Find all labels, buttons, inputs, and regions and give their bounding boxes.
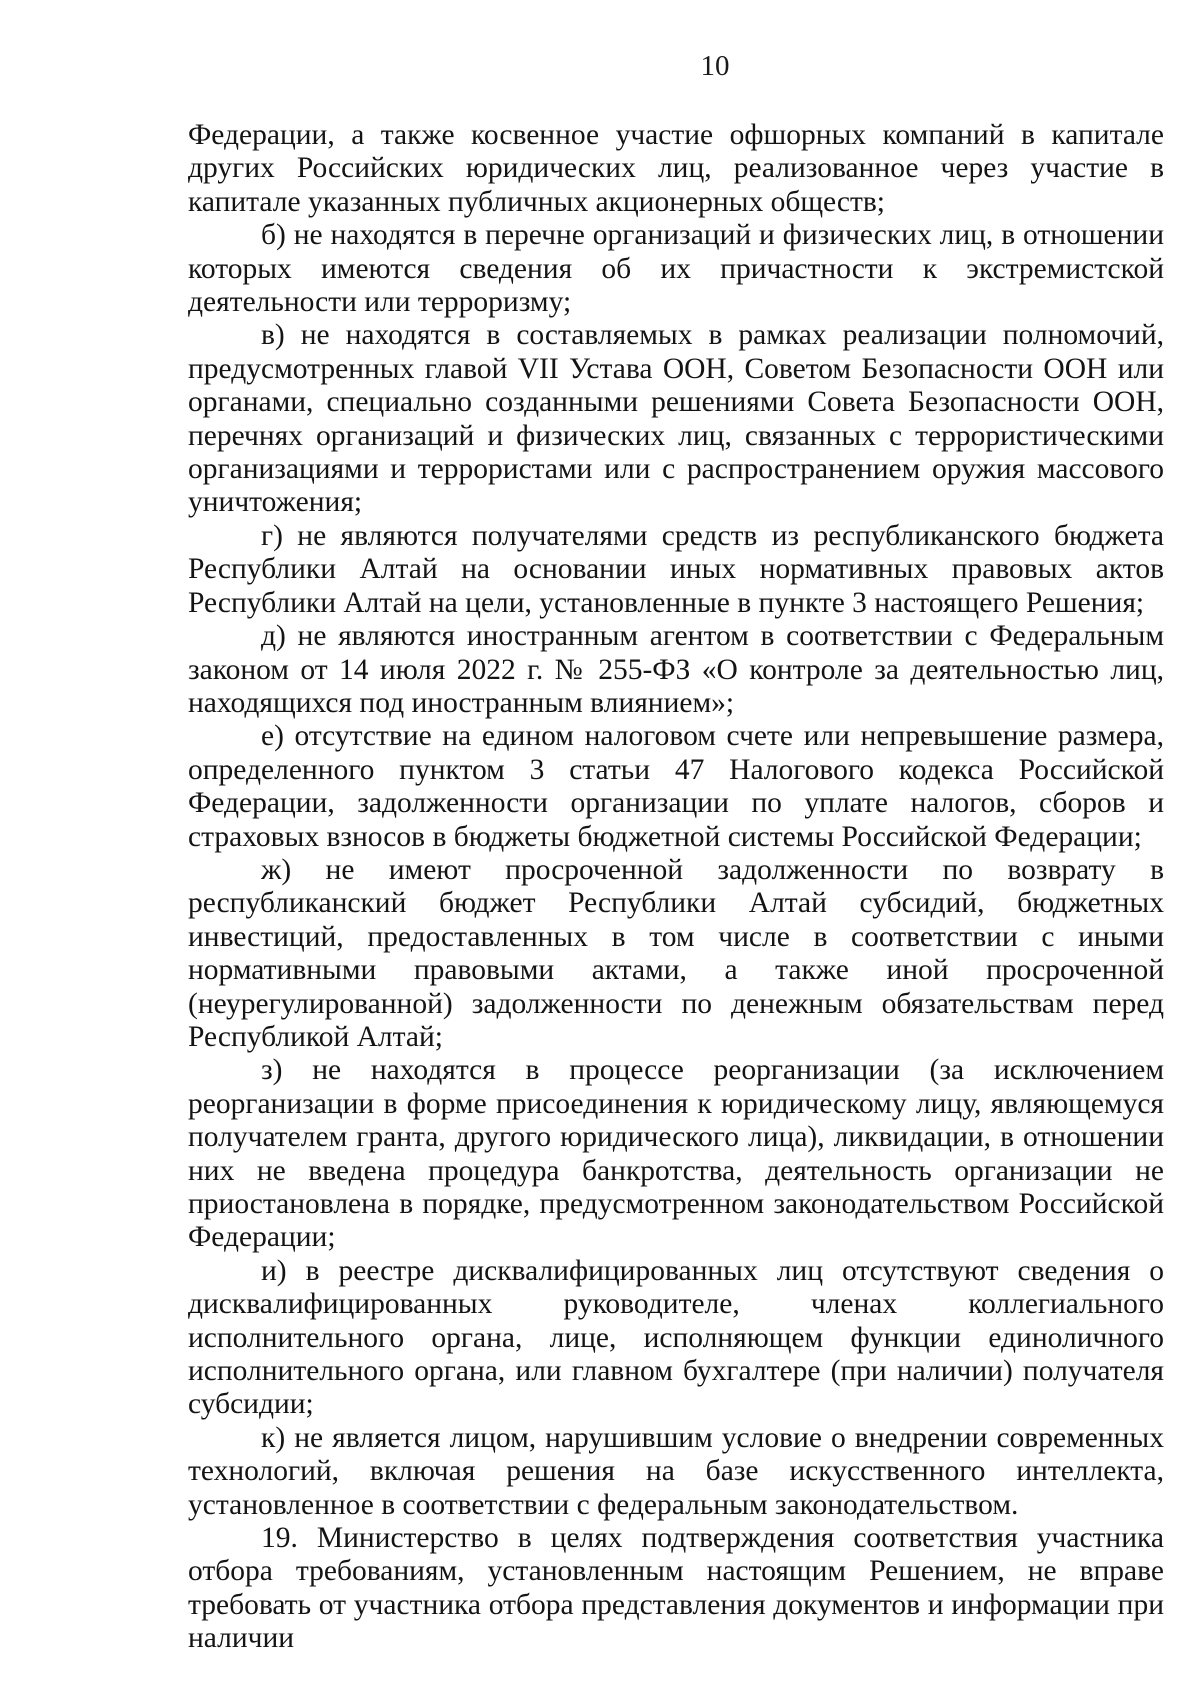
paragraph-item-k: к) не является лицом, нарушившим условие о внедрении современных технологий, включая решения на базе искусственного интеллекта, установленное в соответствии с федеральным законодательством. (188, 1421, 1164, 1521)
paragraph-item-e: е) отсутствие на едином налоговом счете или непревышение размера, определенного пунктом 3 статьи 47 Налогового кодекса Российской Федерации, задолженности организации по уплате налогов, сборов и страховых взносов в бюджеты бюджетной системы Российской Федерации; (188, 720, 1164, 853)
paragraph-continuation: Федерации, а также косвенное участие офшорных компаний в капитале других Российских юридических лиц, реализованное через участие в капитале указанных публичных акционерных обществ; (188, 119, 1164, 218)
paragraph-item-d: д) не являются иностранным агентом в соответствии с Федеральным законом от 14 июля 2022 г. № 255-ФЗ «О контроле за деятельностью лиц, находящихся под иностранным влиянием»; (188, 620, 1164, 719)
paragraph-item-g: г) не являются получателями средств из республиканского бюджета Республики Алтай на основании иных нормативных правовых актов Республики Алтай на цели, установленные в пункте 3 настоящего Решения; (188, 519, 1164, 619)
page-number: 10 (700, 50, 730, 82)
paragraph-19: 19. Министерство в целях подтверждения соответствия участника отбора требованиям, установленным настоящим Решением, не вправе требовать от участника отбора представления документов и информации при наличии (188, 1522, 1164, 1655)
document-body (188, 119, 1164, 1656)
paragraph-item-z: з) не находятся в процессе реорганизации (за исключением реорганизации в форме присоединения к юридическому лицу, являющемуся получателем гранта, другого юридического лица), ликвидации, в отношении них не введена процедура банкротства, деятельность организации не приостановлена в порядке, предусмотренном законодательством Российской Федерации; (188, 1054, 1164, 1254)
paragraph-item-zh: ж) не имеют просроченной задолженности по возврату в республиканский бюджет Республики Алтай субсидий, бюджетных инвестиций, предоставленных в том числе в соответствии с иными нормативными правовыми актами, а также иной просроченной (неурегулированной) задолженности по денежным обязательствам перед Республикой Алтай; (188, 853, 1164, 1053)
paragraph-item-i: и) в реестре дисквалифицированных лиц отсутствуют сведения о дисквалифицированных руководителе, членах коллегиального исполнительного органа, лице, исполняющем функции единоличного исполнительного органа, или главном бухгалтере (при наличии) получателя субсидии; (188, 1254, 1164, 1421)
paragraph-item-b: б) не находятся в перечне организаций и физических лиц, в отношении которых имеются сведения об их причастности к экстремистской деятельности или терроризму; (188, 219, 1164, 319)
paragraph-item-v: в) не находятся в составляемых в рамках реализации полномочий, предусмотренных главой VII Устава ООН, Советом Безопасности ООН или органами, специально созданными решениями Совета Безопасности ООН, перечнях организаций и физических лиц, связанных с террористическими организациями и террористами или с распространением оружия массового уничтожения; (188, 319, 1164, 519)
